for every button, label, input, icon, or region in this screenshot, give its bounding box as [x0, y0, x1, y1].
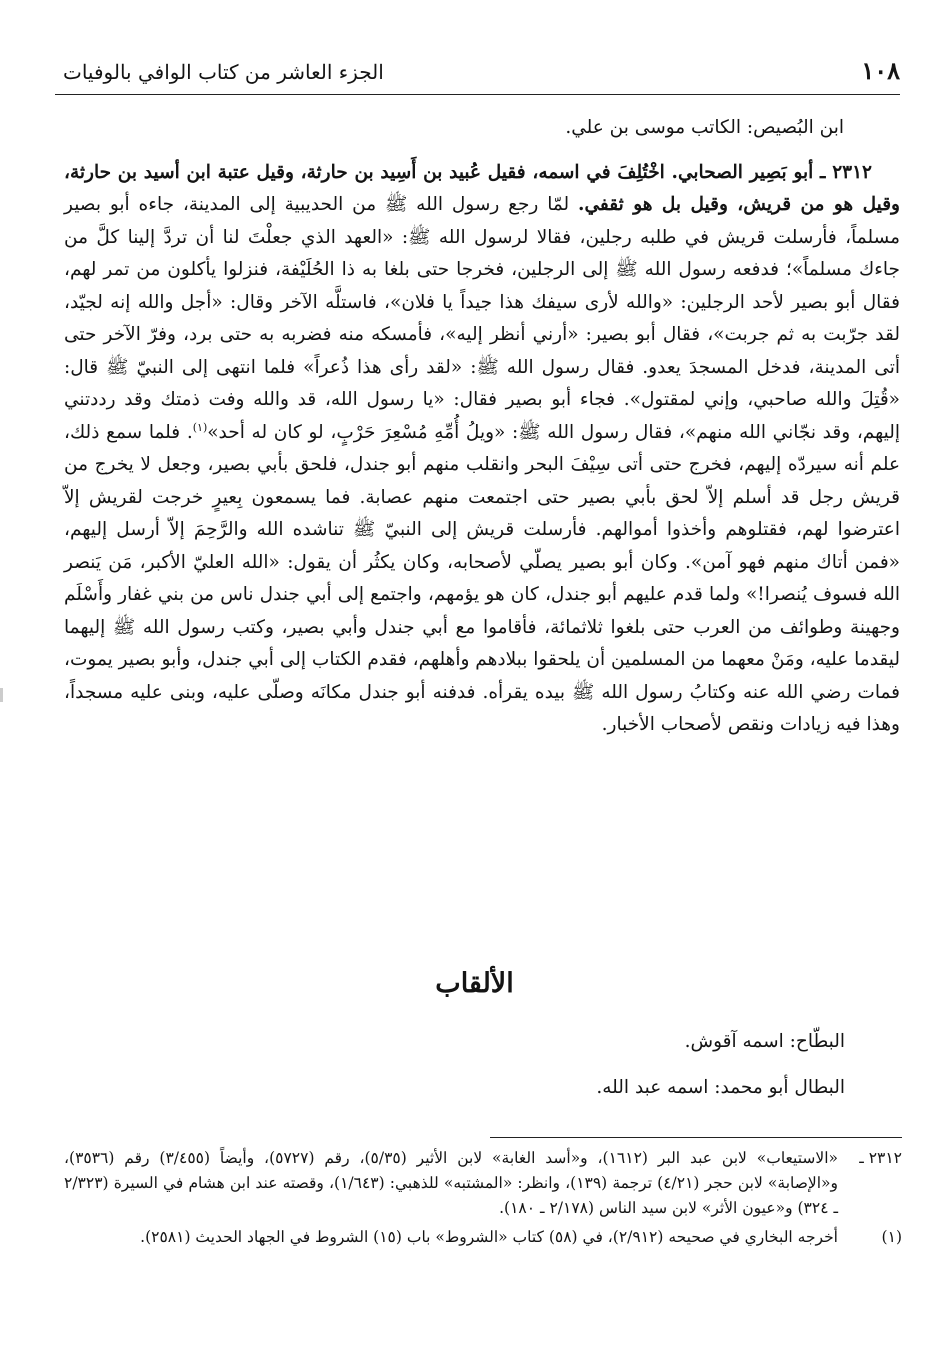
footnote-marker: (١) — [881, 1228, 902, 1246]
section-title: الألقاب — [435, 968, 514, 999]
page-header — [55, 52, 900, 95]
footnote — [64, 1146, 902, 1221]
footnote-reference[interactable]: (١) — [192, 420, 208, 434]
page-number: ١٠٨ — [861, 56, 900, 85]
alqab-list — [596, 1030, 845, 1122]
footnotes — [64, 1146, 902, 1254]
alqab-item: البطّاح: اسمه آقوش. — [684, 1031, 845, 1052]
footnote-marker: ٢٣١٢ ـ — [859, 1149, 902, 1167]
alias-line: ابن البُصيص: الكاتب موسى بن علي. — [565, 117, 844, 138]
margin-mark — [0, 688, 3, 702]
biography-entry — [64, 157, 900, 742]
entry-text-part-1: لمّا رجع رسول الله ﷺ من الحديبية إلى المدينة، جاءه أبو بصير مسلماً، فأرسلت قريش في طلبه رجلين، فقالا لرسول الله ﷺ: «العهد الذي جعلْتَ لنا أن تردَّ إلينا كلَّ من جاءك مسلماً»؛ فدفعه رسول الله ﷺ إلى الرجلين، فخرجا حتى بلغا به ذا الحُلَيْفة، فنزلوا يأكلون من تمر لهم، فقال أبو بصير لأحد الرجلين: «والله لأرى سيفك هذا جيداً يا فلان»، فاستلَّه الآخر وقال: «أجل والله إنه لجيّد، لقد جرّبت به ثم جربت»، فقال أبو بصير: «أرني أنظر إليه»، فأمسكه منه فضربه به حتى برد، وفرّ الآخر حتى أتى المدينة، فدخل المسجدَ يعدو. فقال رسول الله ﷺ: «لقد رأى هذا ذُعراً» فلما انتهى إلى النبيّ ﷺ قال: «قُتِلَ والله صاحبي، وإني لمقتول». فجاء أبو بصير فقال: «يا رسول الله، قد والله وفت ذمتك وقد رددتني إليهم، وقد نجّاني الله منهم»، فقال رسول الله ﷺ: «ويلُ أُمِّهِ مُسْعِرَ حَرْبٍ، لو كان له أحد» — [64, 194, 900, 443]
entry-text-part-2: . فلما سمع ذلك، علم أنه سيردّه إليهم، فخرج حتى أتى سِيْفَ البحر وانقلب منهم أبو جندل، فلحق بأبي بصير، وجعل لا يخرج من قريش رجل قد أسلم إلاّ لحق بأبي بصير حتى اجتمعت منهم عصابة. فما يسمعون بِعيرٍ خرجت لقريش إلاّ اعترضوا لهم، فقتلوهم وأخذوا أموالهم. فأرسلت قريش إلى النبيّ ﷺ تناشده الله والرَّحِمَ إلاّ أرسل إليهم، «فمن أتاك منهم فهو آمن». وكان أبو بصير يصلّي لأصحابه، وكان يكثُر أن يقول: «الله العليّ الأكبر، مَن يَنصر الله فسوف يُنصرا!» ولما قدم عليهم أبو جندل، كان هو يؤمهم، واجتمع إلى أبي جندل ناس من بني غفار وأَسْلَم وجهينة وطوائف من العرب حتى بلغوا ثلاثمائة، فأقاموا مع أبي جندل وأبي بصير، وكتب رسول الله ﷺ إليهما ليقدما عليه، ومَنْ معهما من المسلمين أن يلحقوا ببلادهم وأهلهم، فقدم الكتاب إلى أبي جندل، وأبو بصير يموت، فمات رضي الله عنه وكتابُ رسول الله ﷺ بيده يقرأه. فدفنه أبو جندل مكانَه وصلّى عليه، وبنى عليه مسجداً، وهذا فيه زيادات ونقص لأصحاب الأخبار. — [64, 421, 900, 735]
running-title: الجزء العاشر من كتاب الوافي بالوفيات — [63, 60, 384, 84]
main-text — [64, 112, 900, 742]
alqab-item: البطال أبو محمد: اسمه عبد الله. — [596, 1077, 845, 1098]
entry-heading: ٢٣١٢ ـ أبو بَصِير الصحابي. اخْتُلِفَ في اسمه، فقيل عُبيد بن أَسِيد بن حارثة، وقيل عتبة ابن أسيد بن حارثة، وقيل هو من قريش، وقيل بل هو ثقفي. — [64, 161, 900, 215]
footnote-text: أخرجه البخاري في صحيحه (٢/٩١٢)، في (٥٨) كتاب «الشروط» باب (١٥) الشروط في الجهاد الحديث (٢٥٨١). — [140, 1228, 838, 1246]
footnote — [64, 1225, 902, 1250]
footnote-text: «الاستيعاب» لابن عبد البر (١٦١٢)، و«أسد الغابة» لابن الأثير (٥/٣٥)، رقم (٥٧٢٧)، وأيضاً (٣/٤٥٥) رقم (٣٥٣٦)، و«الإصابة» لابن حجر (٤/٢١) ترجمة (١٣٩)، وانظر: «المشتبه» للذهبي: (١/٦٤٣)، وقصته عند ابن هشام في السيرة (٢/٣٢٣ ـ ٣٢٤) و«عيون الأثر» لابن سيد الناس (٢/١٧٨ ـ ١٨٠). — [64, 1149, 839, 1217]
footnote-separator — [490, 1137, 902, 1138]
